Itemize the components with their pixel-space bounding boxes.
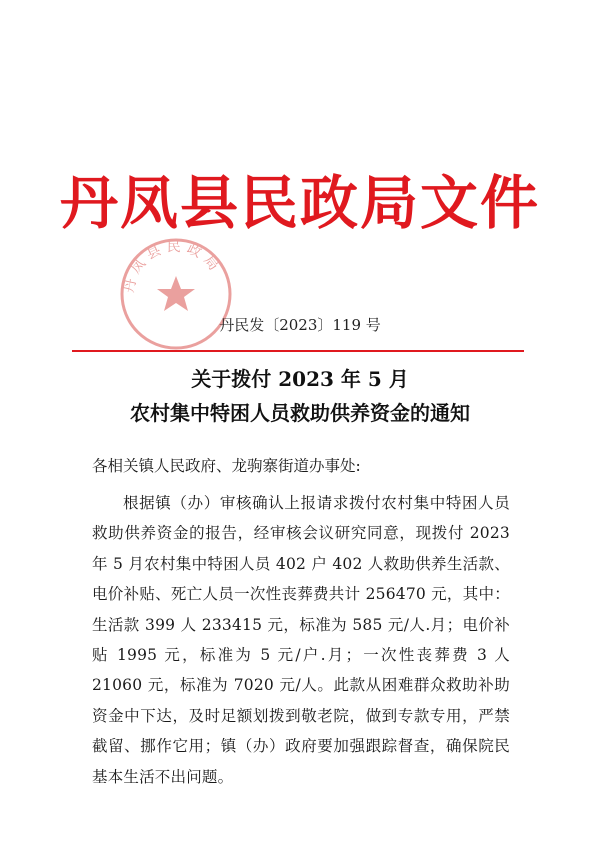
title-line-2: 农村集中特困人员救助供养资金的通知 xyxy=(130,401,470,425)
salutation: 各相关镇人民政府、龙驹寨街道办事处: xyxy=(92,457,361,475)
body-paragraph: 根据镇（办）审核确认上报请求拨付农村集中特困人员救助供养资金的报告，经审核会议研究同意，现拨付 2023 年 5 月农村集中特困人员 402 户 402 人救助供养生活款、电价补贴、死亡人员一次性丧葬费共计 256470 元，其中：生活款 399 人 233415 元，标准为 585 元/人.月；电价补贴 1995 元，标准为 5 元/户.月；一次性丧葬费 3 人 21060 元，标准为 7020 元/人。此款从困难群众救助补助资金中下达，及时足额划拨到敬老院，做到专款专用，严禁截留、挪作它用；镇（办）政府要加强跟踪督查，确保院民基本生活不出问题。 xyxy=(92,494,510,786)
seal-text: 丹凤县民政局 xyxy=(121,239,225,295)
document-number: 丹民发〔2023〕119 号 xyxy=(219,316,381,334)
header-divider xyxy=(72,350,524,352)
title-line-1: 关于拨付 2023 年 5 月 xyxy=(191,367,409,391)
issuer-header: 丹凤县民政局文件 xyxy=(59,169,540,237)
